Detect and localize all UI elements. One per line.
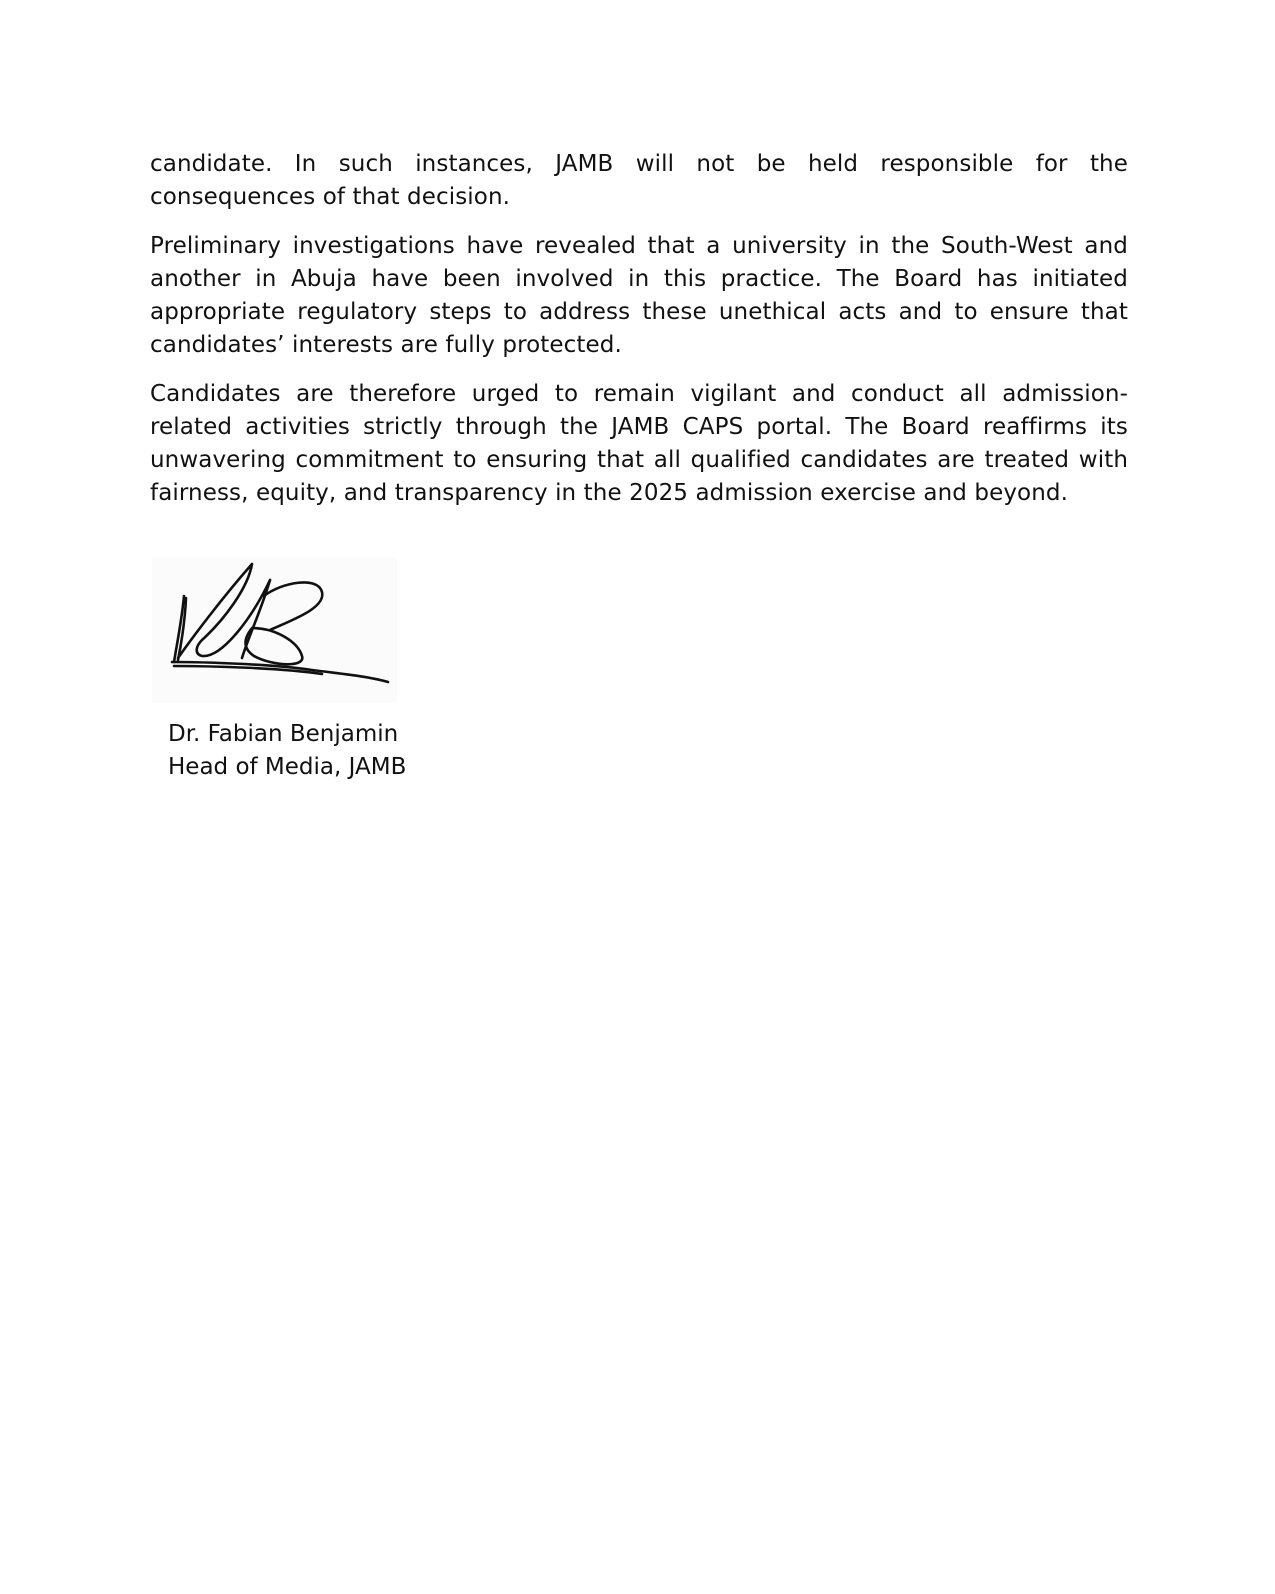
handwritten-signature-icon — [152, 558, 397, 703]
signatory-name: Dr. Fabian Benjamin — [168, 721, 399, 747]
paragraph-investigation: Preliminary investigations have revealed that a university in the South-West and another in Abuja have been involved in this practice. The Board has initiated appropriate regulatory steps to address these unethical acts and to ensure that candidates’ interests are fully protected. — [150, 233, 1128, 358]
document-body — [150, 148, 1128, 526]
paragraph-advisory: Candidates are therefore urged to remain vigilant and conduct all admission-related activities strictly through the JAMB CAPS portal. The Board reaffirms its unwavering commitment to ensuring that all qualified candidates are treated with fairness, equity, and transparency in the 2025 admission exercise and beyond. — [150, 381, 1128, 506]
paragraph-disclaimer: candidate. In such instances, JAMB will not be held responsible for the consequences of that decision. — [150, 151, 1128, 210]
signatory-title: Head of Media, JAMB — [168, 754, 407, 780]
signatory-block — [168, 718, 406, 784]
